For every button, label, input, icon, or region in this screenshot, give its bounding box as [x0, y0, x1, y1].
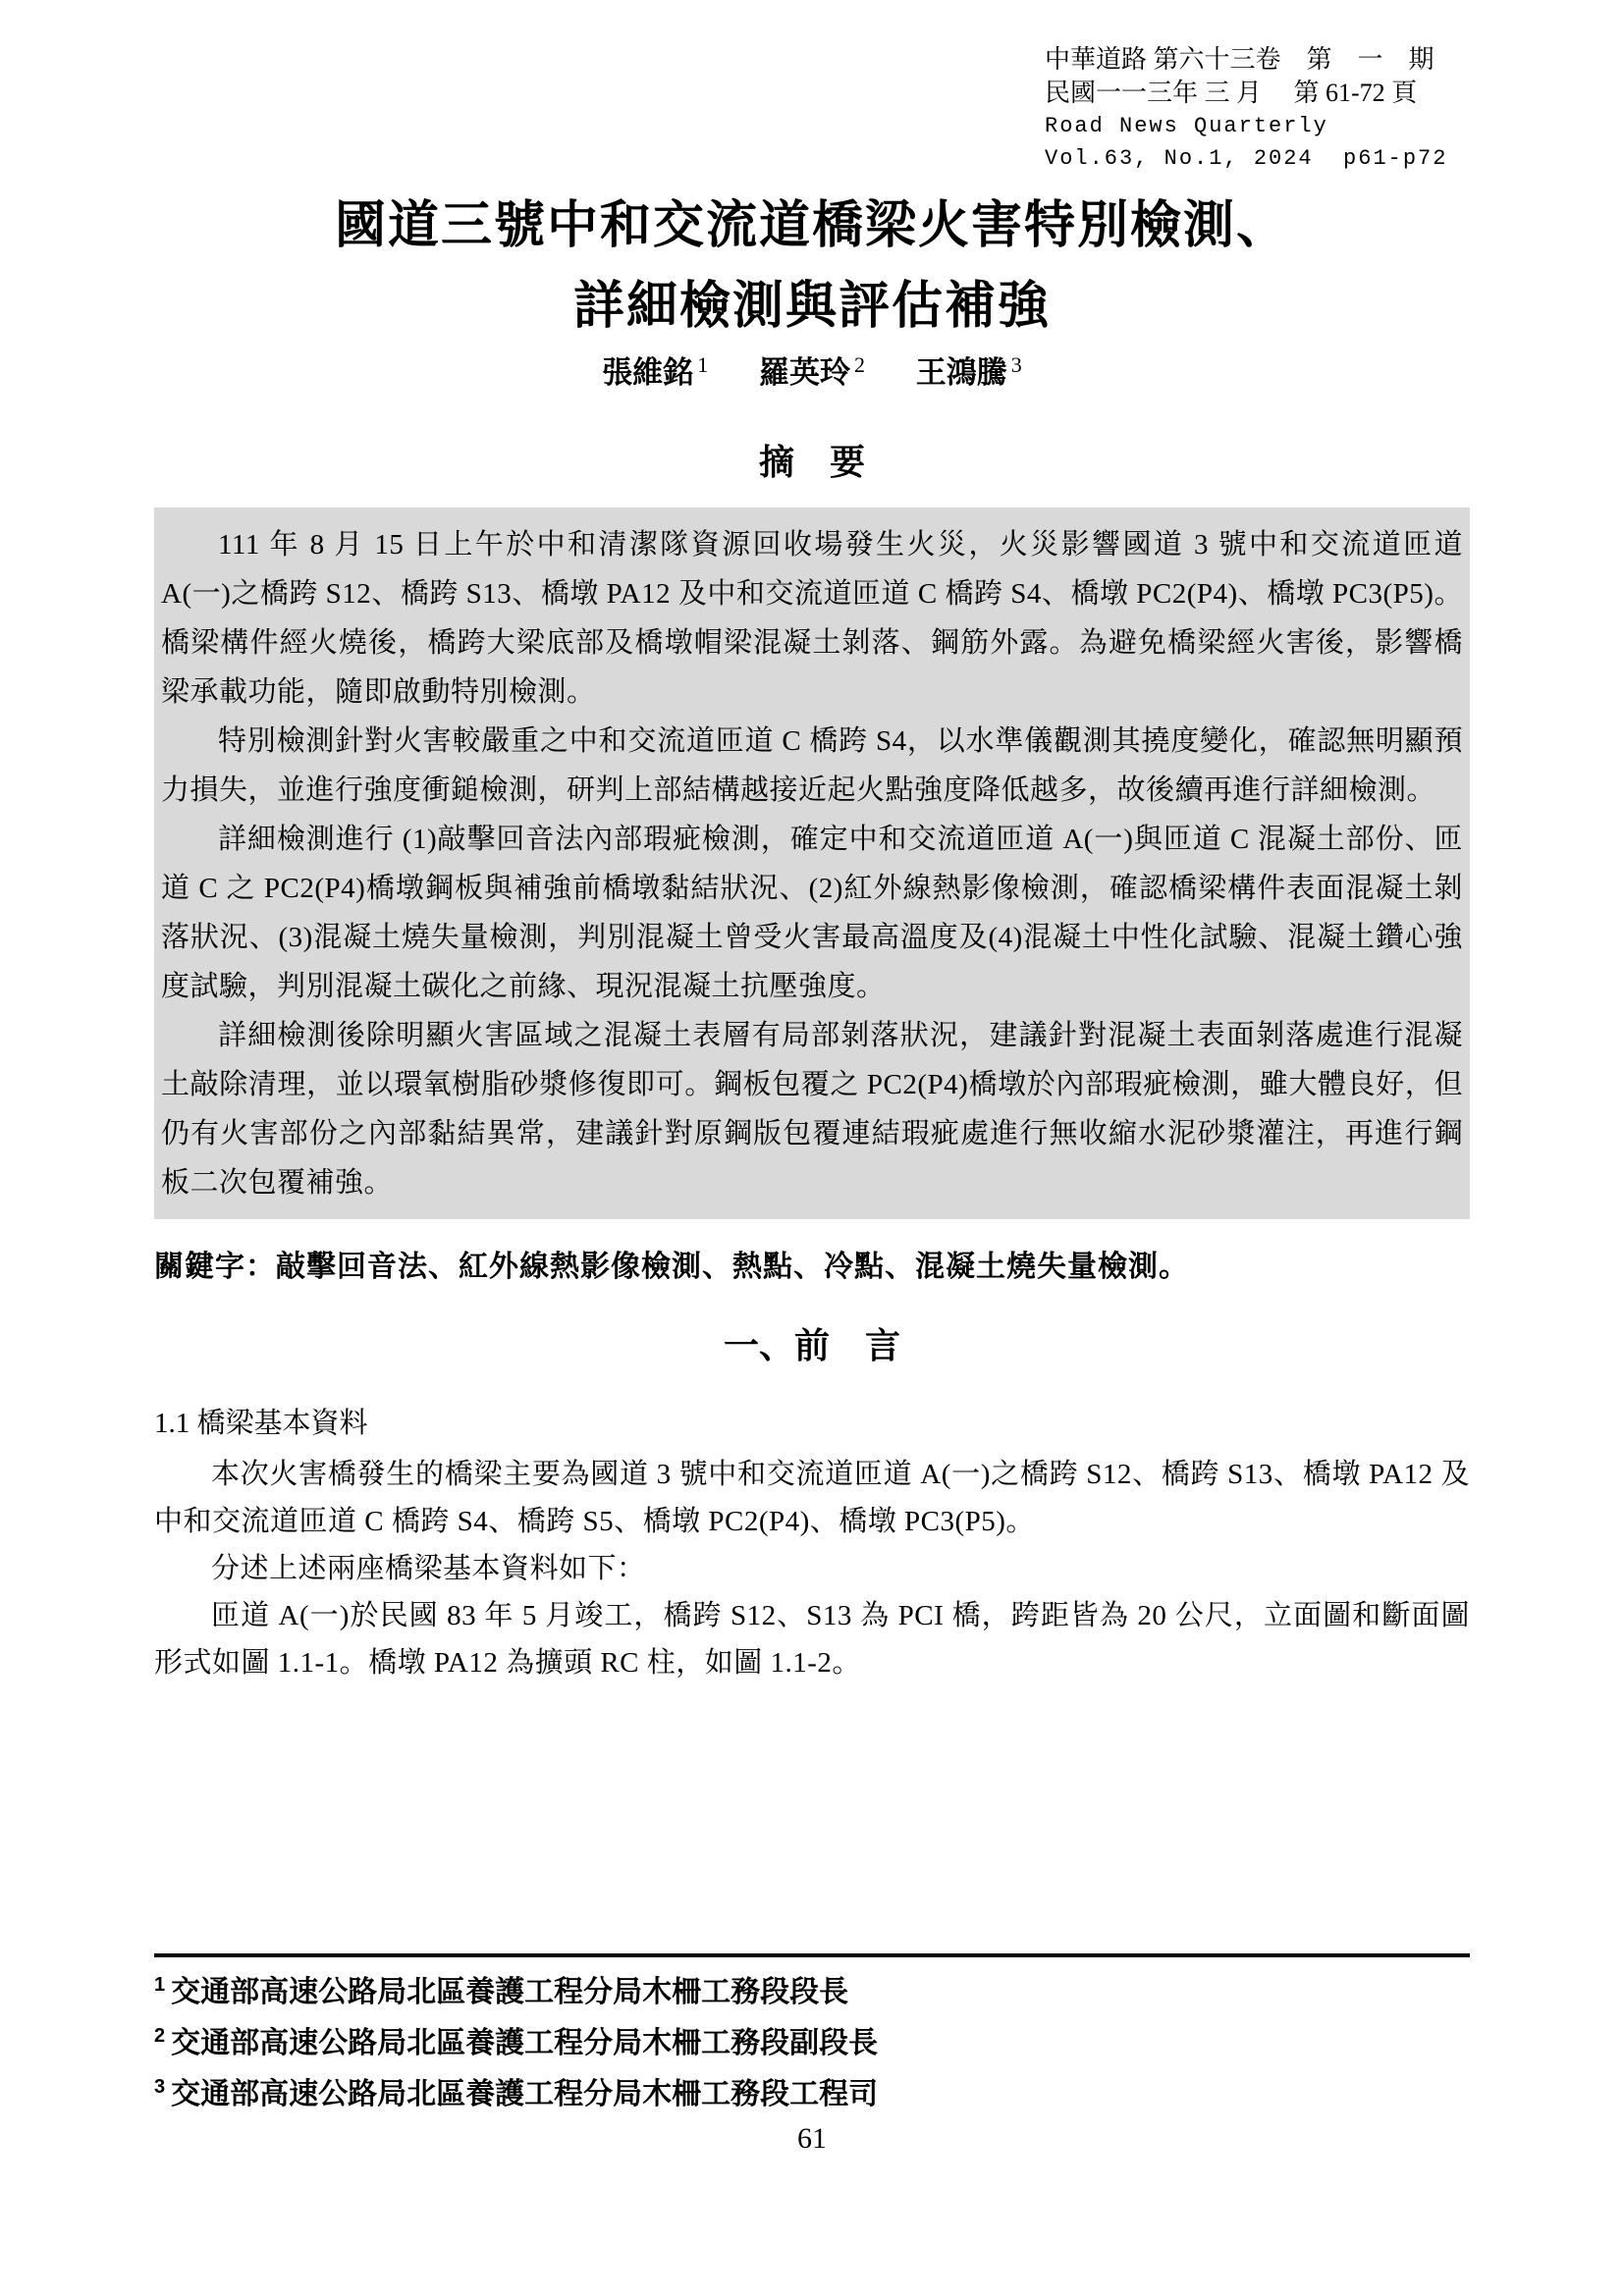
page-number: 61: [797, 2122, 827, 2155]
journal-name-english: Road News Quarterly: [1045, 114, 1328, 138]
journal-volume-english: Vol.63, No.1, 2024 p61-p72: [1045, 146, 1448, 171]
author-3-superscript: 3: [1010, 351, 1022, 377]
body-paragraph-3: 匝道 A(一)於民國 83 年 5 月竣工，橋跨 S12、S13 為 PCI 橋，跨距皆為 20 公尺，立面圖和斷面圖形式如圖 1.1-1。橋墩 PA12 為擴頭 RC 柱，如圖 1.1-2。: [154, 1600, 1470, 1679]
paper-title-line-1: 國道三號中和交流道橋梁火害特別檢測、: [334, 198, 1289, 254]
footnote-2-marker: 2: [154, 2025, 166, 2047]
section-heading-introduction: 一、前 言: [723, 1325, 900, 1365]
footnote-3-text: 交通部高速公路局北區養護工程分局木柵工務段工程司: [171, 2078, 879, 2110]
author-1-superscript: 1: [697, 351, 709, 377]
paper-title-line-2: 詳細檢測與評估補強: [572, 279, 1051, 335]
author-3: [915, 351, 1022, 390]
footnote-1-text: 交通部高速公路局北區養護工程分局木柵工務段段長: [171, 1976, 849, 2008]
footnote-2: [154, 2014, 1470, 2065]
footnote-1: [154, 1963, 1470, 2014]
body-paragraph-1: 本次火害橋發生的橋梁主要為國道 3 號中和交流道匝道 A(一)之橋跨 S12、橋跨 S13、橋墩 PA12 及中和交流道匝道 C 橋跨 S4、橋跨 S5、橋墩 PC2(P4)、橋墩 PC3(P5)。: [154, 1459, 1470, 1537]
abstract-paragraph-1: 111 年 8 月 15 日上午於中和清潔隊資源回收場發生火災，火災影響國道 3 號中和交流道匝道 A(一)之橋跨 S12、橋跨 S13、橋墩 PA12 及中和交流道匝道 C 橋跨 S4、橋墩 PC2(P4)、橋墩 PC3(P5)。橋梁構件經火燒後，橋跨大梁底部及橋墩帽梁混凝土剝落、鋼筋外露。為避免橋梁經火害後，影響橋梁承載功能，隨即啟動特別檢測。: [161, 529, 1463, 708]
author-1: [602, 351, 709, 390]
author-2: [759, 351, 865, 390]
journal-title-line: 中華道路 第六十三卷 第 一 期: [1045, 45, 1435, 74]
subsection-heading-bridge-basic-info: 1.1 橋梁基本資料: [154, 1408, 368, 1439]
authors-line: [0, 347, 1624, 392]
author-1-name: 張維銘: [602, 355, 694, 390]
abstract-paragraph-3: 詳細檢測進行 (1)敲擊回音法內部瑕疵檢測，確定中和交流道匝道 A(一)與匝道 C 混凝土部份、匝道 C 之 PC2(P4)橋墩鋼板與補強前橋墩黏結狀況、(2)紅外線熱影像檢測，確認橋梁構件表面混凝土剝落狀況、(3)混凝土燒失量檢測，判別混凝土曾受火害最高溫度及(4)混凝土中性化試驗、混凝土鑽心強度試驗，判別混凝土碳化之前緣、現況混凝土抗壓強度。: [161, 824, 1463, 1002]
journal-header: [1045, 43, 1447, 175]
body-paragraph-2: 分述上述兩座橋梁基本資料如下：: [211, 1553, 646, 1584]
author-2-name: 羅英玲: [759, 355, 850, 390]
abstract-paragraph-4: 詳細檢測後除明顯火害區域之混凝土表層有局部剝落狀況，建議針對混凝土表面剝落處進行混凝土敲除清理，並以環氧樹脂砂漿修復即可。鋼板包覆之 PC2(P4)橋墩於內部瑕疵檢測，雖大體良好，但仍有火害部份之內部黏結異常，建議針對原鋼版包覆連結瑕疵處進行無收縮水泥砂漿灌注，再進行鋼板二次包覆補強。: [161, 1020, 1463, 1199]
footnote-divider: [154, 1953, 1470, 1957]
footnote-3-marker: 3: [154, 2076, 166, 2098]
abstract-box: [154, 507, 1470, 1219]
section-body: [154, 1451, 1470, 1686]
footnote-3: [154, 2065, 1470, 2116]
author-2-superscript: 2: [854, 351, 865, 377]
footnote-2-text: 交通部高速公路局北區養護工程分局木柵工務段副段長: [171, 2027, 879, 2059]
keywords-line: 關鍵字：敲擊回音法、紅外線熱影像檢測、熱點、冷點、混凝土燒失量檢測。: [154, 1251, 1189, 1283]
abstract-heading: 摘 要: [758, 442, 865, 482]
journal-issue-line: 民國一一三年 三 月 第 61-72 頁: [1045, 79, 1418, 107]
author-3-name: 王鴻騰: [915, 355, 1007, 390]
footnotes: [154, 1963, 1470, 2116]
paper-title: [0, 187, 1624, 347]
abstract-paragraph-2: 特別檢測針對火害較嚴重之中和交流道匝道 C 橋跨 S4，以水準儀觀測其撓度變化，確認無明顯預力損失，並進行強度衝鎚檢測，研判上部結構越接近起火點強度降低越多，故後續再進行詳細檢測。: [161, 725, 1463, 806]
footnote-1-marker: 1: [154, 1974, 166, 1996]
